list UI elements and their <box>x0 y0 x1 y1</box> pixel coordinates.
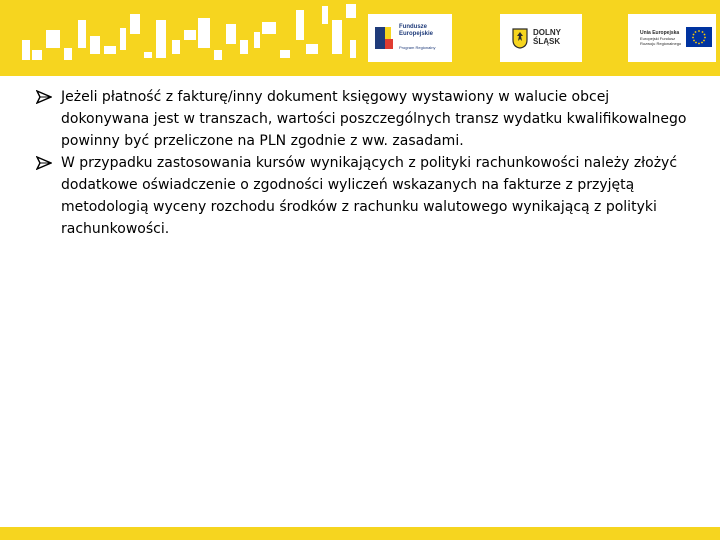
lower-silesia-eagle-icon <box>511 27 529 49</box>
arrow-bullet-icon <box>36 156 52 170</box>
eu-union-text: Unia Europejska Europejski Fundusz Rozwoju Regionalnego <box>640 30 682 46</box>
eu-funds-logo <box>368 14 452 62</box>
eu-funds-subtitle: Program Regionalny <box>399 45 436 50</box>
bullet-text: Jeżeli płatność z fakturę/inny dokument księgowy wystawiony w walucie obcej dokonywana jest w transzach, wartości poszczególnych transz wydatku kwalifikowalnego powinny być przeliczone na PLN zgodnie z ww. zasadami. <box>61 89 687 149</box>
arrow-bullet-icon <box>36 90 52 104</box>
lower-silesia-logo <box>500 14 582 62</box>
bullet-item <box>36 152 696 240</box>
bullet-item <box>36 86 696 152</box>
lower-silesia-name: DOLNY ŚLĄSK <box>533 28 561 46</box>
eu-flag-icon <box>686 27 712 47</box>
eu-funds-title: Fundusze Europejskie <box>399 24 434 37</box>
decorative-blocks <box>0 0 720 76</box>
bullet-text: W przypadku zastosowania kursów wynikających z polityki rachunkowości należy złożyć dodatkowe oświadczenie o zgodności wyliczeń wskazanych na fakturze z przyjętą metodologią wyceny rozchodu środków z rachunku walutowego wynikającą z polityki rachunkowości. <box>61 155 678 237</box>
eu-funds-logo-icon <box>372 23 398 53</box>
content-area <box>36 86 696 240</box>
footer-bar <box>0 527 720 540</box>
eu-union-logo <box>628 14 716 62</box>
header-banner <box>0 0 720 76</box>
